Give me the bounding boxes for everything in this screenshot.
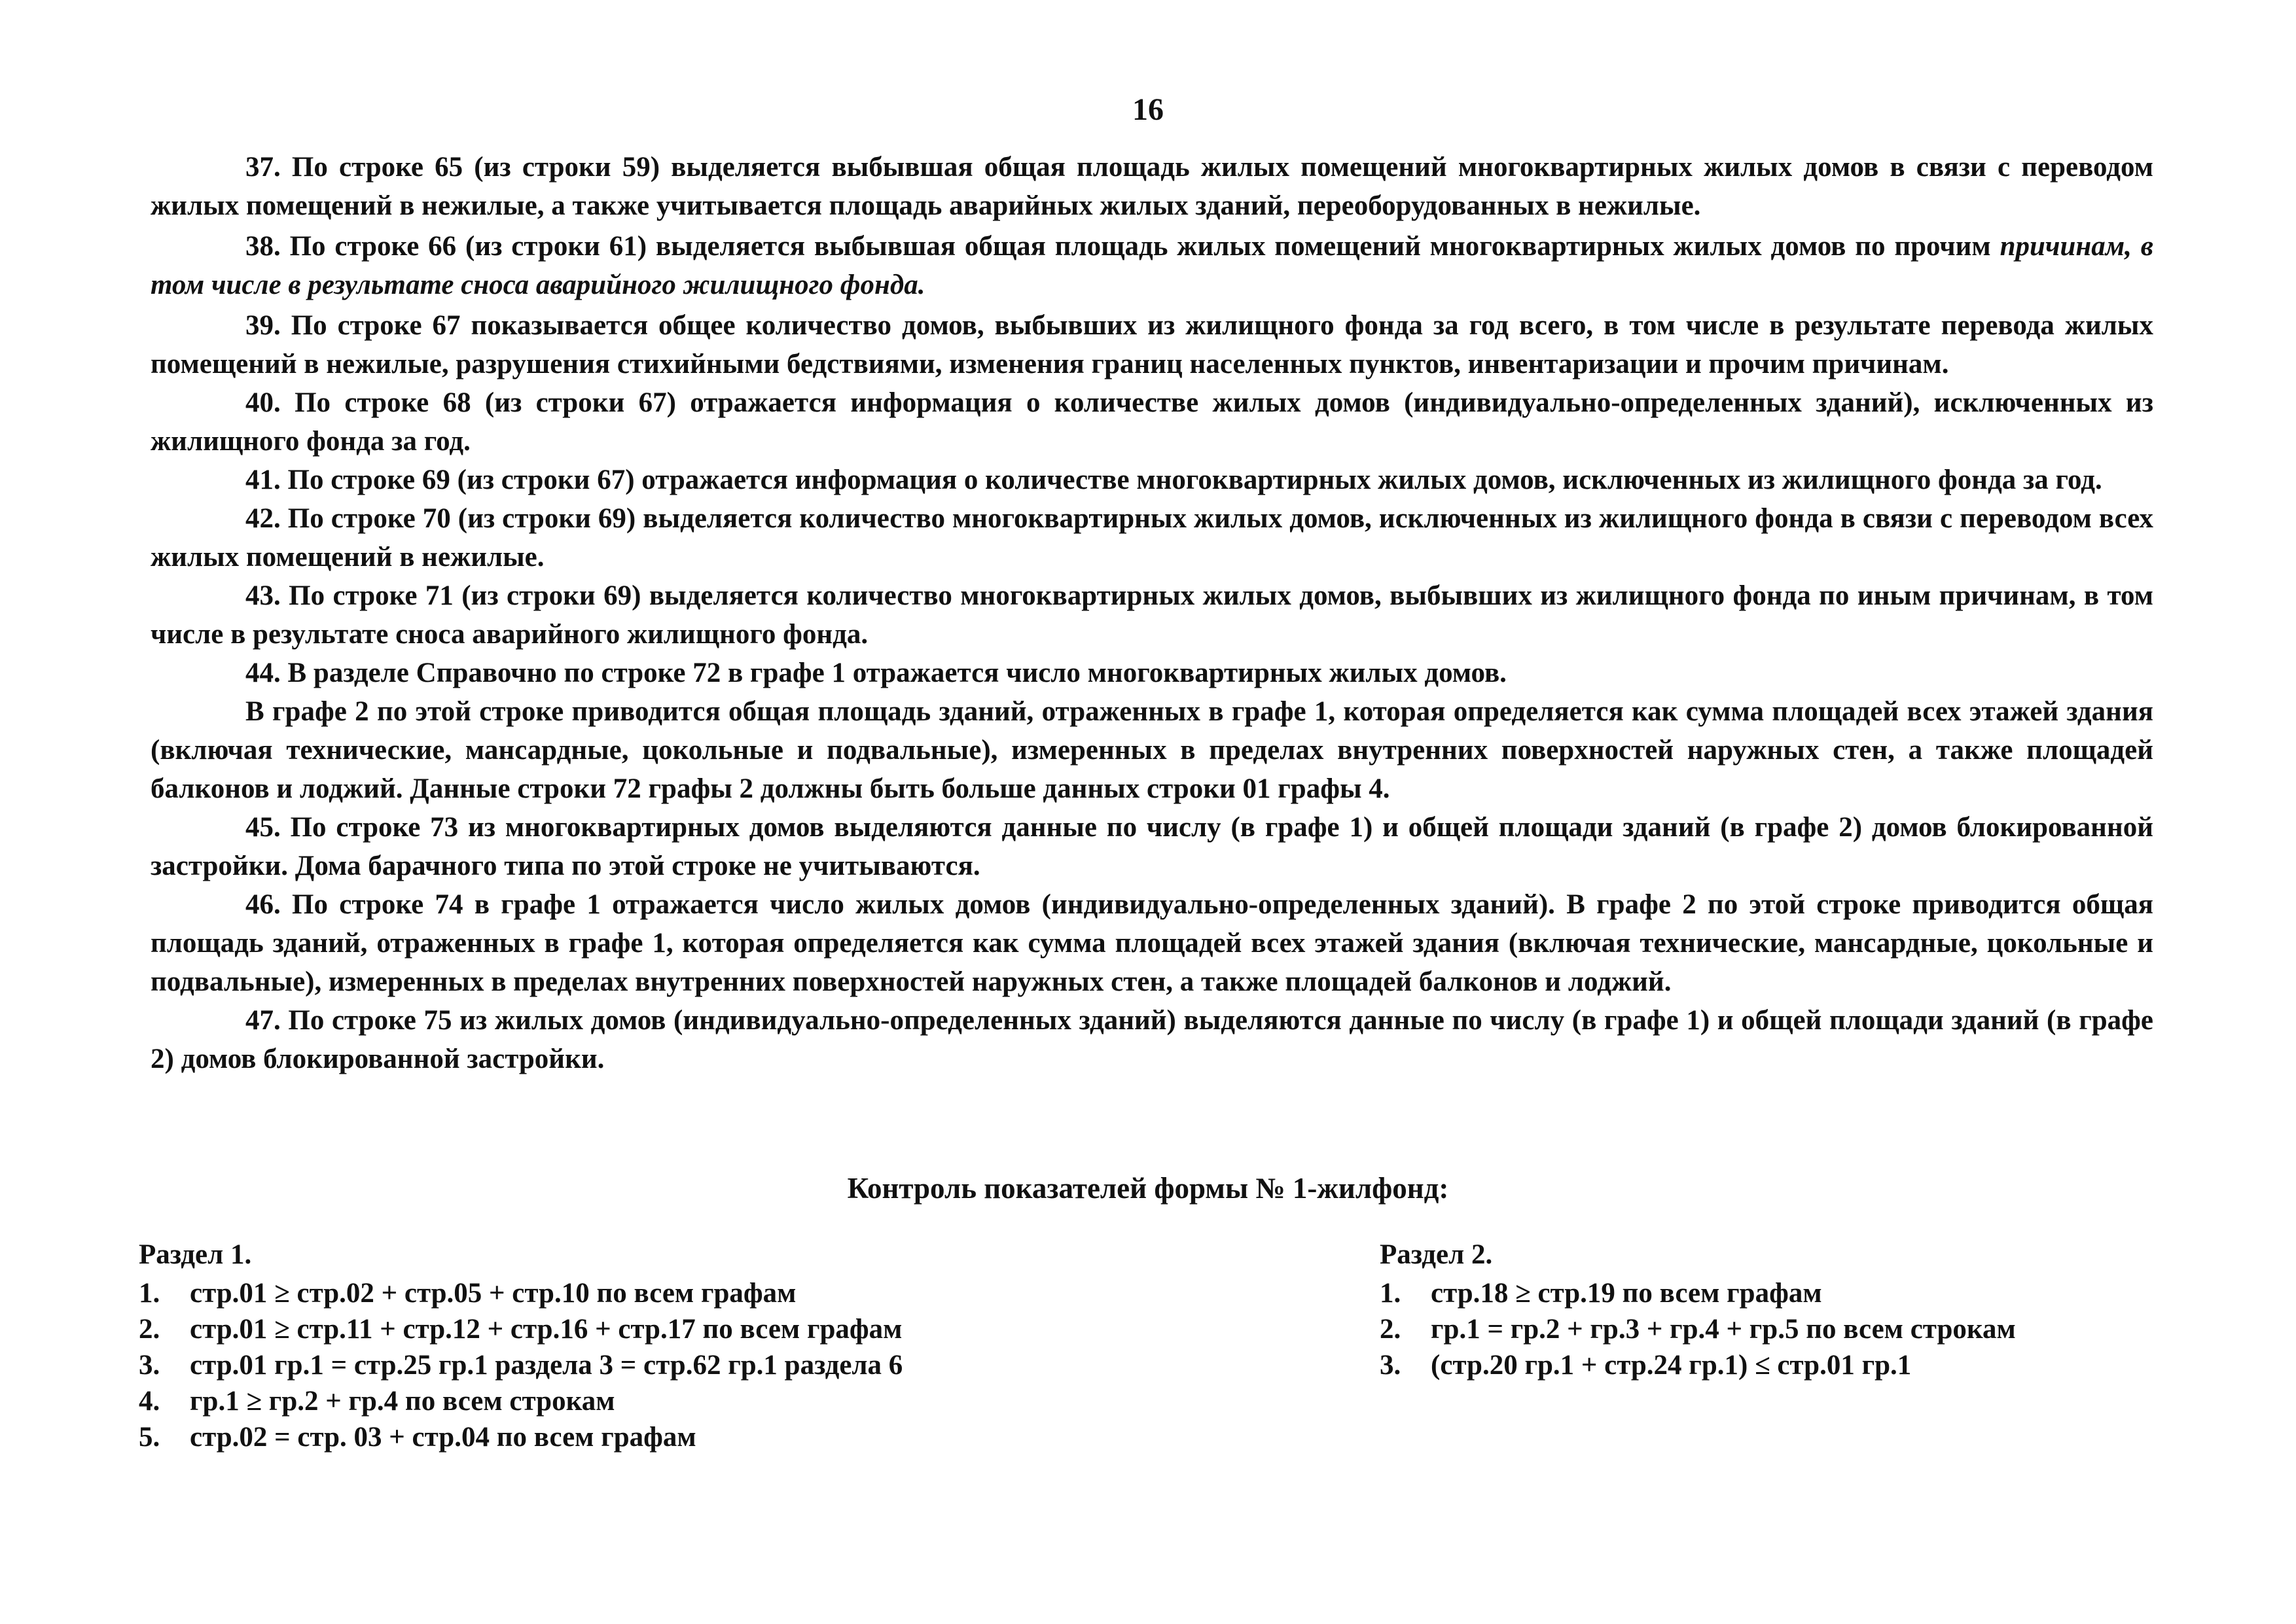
rule-text: гр.1 ≥ гр.2 + гр.4 по всем строкам (190, 1386, 615, 1417)
rule-number: 4. (139, 1386, 160, 1417)
rule-number: 2. (139, 1314, 160, 1345)
rule-text: стр.18 ≥ стр.19 по всем графам (1431, 1278, 1822, 1309)
paragraph-38-text: 38. По строке 66 (из строки 61) выделяется выбывшая общая площадь жилых помещений многоквартирных жилых домов по прочим (245, 231, 1991, 262)
paragraph-45: 45. По строке 73 из многоквартирных домов выделяются данные по числу (в графе 1) и общей площади зданий (в графе 2) домов блокированной застройки. Дома барачного типа по этой строке не учитываются. (151, 812, 2153, 881)
paragraph-42: 42. По строке 70 (из строки 69) выделяется количество многоквартирных жилых домов, исключенных из жилищного фонда в связи с переводом всех жилых помещений в нежилые. (151, 503, 2153, 573)
paragraph-46: 46. По строке 74 в графе 1 отражается число жилых домов (индивидуально-определенных зданий). В графе 2 по этой строке приводится общая площадь зданий, отраженных в графе 1, которая определяется как сумма площадей всех этажей здания (включая технические, мансардные, цокольные и подвальные), измеренных в пределах внутренних поверхностей наружных стен, а также площадей балконов и лоджий. (151, 889, 2153, 997)
rule-number: 3. (1380, 1350, 1401, 1381)
page-number: 16 (1132, 92, 1164, 127)
rule-text: стр.02 = стр. 03 + стр.04 по всем графам (190, 1422, 696, 1453)
rule-text: стр.01 гр.1 = стр.25 гр.1 раздела 3 = стр.62 гр.1 раздела 6 (190, 1350, 903, 1381)
section-1-rule-list (139, 1275, 903, 1455)
paragraph-44-continued: В графе 2 по этой строке приводится общая площадь зданий, отраженных в графе 1, которая определяется как сумма площадей всех этажей здания (включая технические, мансардные, цокольные и подвальные), измеренных в пределах внутренних поверхностей наружных стен, а также площадей балконов и лоджий. Данные строки 72 графы 2 должны быть больше данных строки 01 графы 4. (151, 696, 2153, 804)
rule-item (1380, 1275, 2016, 1311)
rule-item (139, 1383, 903, 1419)
control-title: Контроль показателей формы № 1-жилфонд: (847, 1172, 1449, 1205)
paragraph-44: 44. В разделе Справочно по строке 72 в графе 1 отражается число многоквартирных жилых домов. (245, 658, 1507, 688)
rule-number: 2. (1380, 1314, 1401, 1345)
rule-item (1380, 1311, 2016, 1347)
rule-text: гр.1 = гр.2 + гр.3 + гр.4 + гр.5 по всем строкам (1431, 1314, 2016, 1345)
section-2-rule-list (1380, 1275, 2016, 1383)
rule-number: 1. (139, 1278, 160, 1309)
rule-number: 5. (139, 1422, 160, 1453)
paragraph-39: 39. По строке 67 показывается общее количество домов, выбывших из жилищного фонда за год всего, в том числе в результате перевода жилых помещений в нежилые, разрушения стихийными бедствиями, изменения границ населенных пунктов, инвентаризации и прочим причинам. (151, 310, 2153, 380)
rule-item (139, 1275, 903, 1311)
paragraph-41: 41. По строке 69 (из строки 67) отражается информация о количестве многоквартирных жилых домов, исключенных из жилищного фонда за год. (245, 465, 2102, 495)
paragraph-40: 40. По строке 68 (из строки 67) отражается информация о количестве жилых домов (индивидуально-определенных зданий), исключенных из жилищного фонда за год. (151, 387, 2153, 457)
paragraph-38 (151, 227, 2153, 304)
section-2-heading: Раздел 2. (1380, 1239, 1493, 1270)
section-2-rules (1380, 1237, 2016, 1383)
rule-item (1380, 1347, 2016, 1383)
paragraph-43: 43. По строке 71 (из строки 69) выделяется количество многоквартирных жилых домов, выбывших из жилищного фонда по иным причинам, в том числе в результате сноса аварийного жилищного фонда. (151, 580, 2153, 650)
paragraph-38-italic-text: причинам, в том числе в результате сноса аварийного жилищного фонда. (151, 231, 2154, 300)
rule-number: 1. (1380, 1278, 1401, 1309)
document-body (151, 148, 2153, 1078)
rule-text: (стр.20 гр.1 + стр.24 гр.1) ≤ стр.01 гр.1 (1431, 1350, 1912, 1381)
rule-number: 3. (139, 1350, 160, 1381)
rule-item (139, 1347, 903, 1383)
section-1-rules (139, 1237, 903, 1455)
rule-text: стр.01 ≥ стр.02 + стр.05 + стр.10 по всем графам (190, 1278, 797, 1309)
section-1-heading: Раздел 1. (139, 1239, 252, 1270)
rule-text: стр.01 ≥ стр.11 + стр.12 + стр.16 + стр.17 по всем графам (190, 1314, 903, 1345)
rule-item (139, 1311, 903, 1347)
rule-item (139, 1419, 903, 1455)
paragraph-37: 37. По строке 65 (из строки 59) выделяется выбывшая общая площадь жилых помещений многоквартирных жилых домов в связи с переводом жилых помещений в нежилые, а также учитывается площадь аварийных жилых зданий, переоборудованных в нежилые. (151, 152, 2153, 221)
paragraph-47: 47. По строке 75 из жилых домов (индивидуально-определенных зданий) выделяются данные по числу (в графе 1) и общей площади зданий (в графе 2) домов блокированной застройки. (151, 1005, 2153, 1074)
